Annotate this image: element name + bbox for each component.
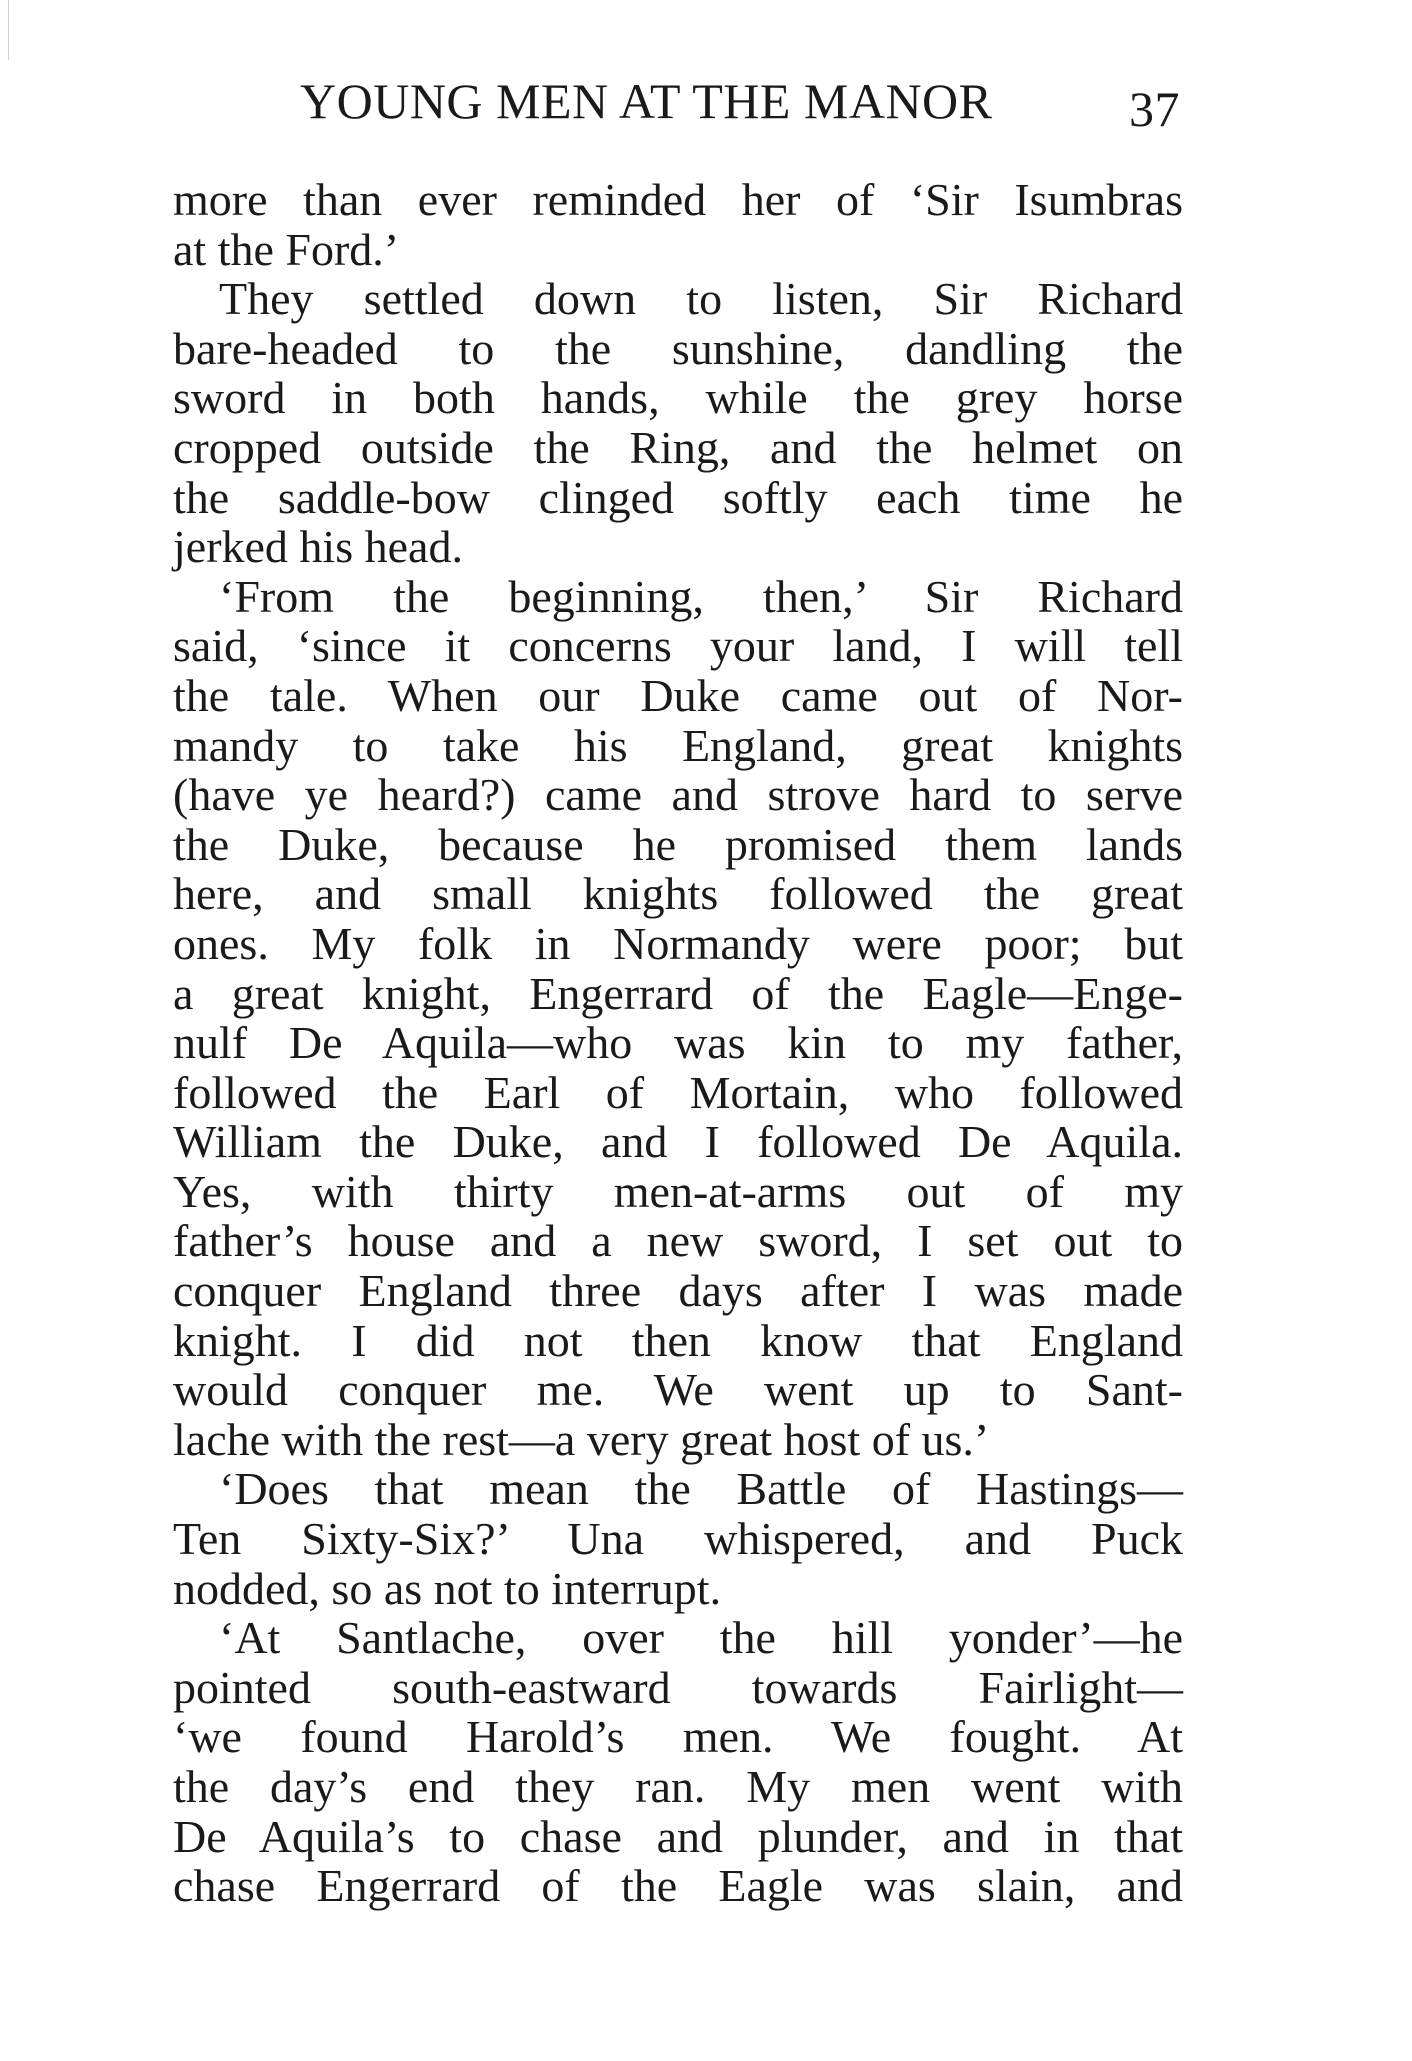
text-line: cropped outside the Ring, and the helmet on bbox=[173, 421, 1183, 473]
text-line: ‘From the beginning, then,’ Sir Richard bbox=[219, 570, 1183, 622]
text-line: bare-headed to the sunshine, dandling the bbox=[173, 322, 1183, 374]
text-line: the day’s end they ran. My men went with bbox=[173, 1761, 1183, 1812]
text-line: said, ‘since it concerns your land, I will tell bbox=[173, 620, 1183, 672]
text-line: jerked his head. bbox=[173, 521, 463, 573]
text-line: sword in both hands, while the grey horse bbox=[173, 372, 1183, 424]
text-line: knight. I did not then know that England bbox=[173, 1314, 1183, 1366]
text-line: father’s house and a new sword, I set out to bbox=[173, 1215, 1183, 1267]
body-text bbox=[173, 175, 1183, 1911]
text-line: ‘At Santlache, over the hill yonder’—he bbox=[219, 1612, 1183, 1664]
text-line: a great knight, Engerrard of the Eagle—Enge- bbox=[173, 967, 1183, 1019]
text-line: pointed south-eastward towards Fairlight— bbox=[173, 1661, 1183, 1713]
text-line: the saddle-bow clinged softly each time he bbox=[173, 471, 1183, 523]
text-line: ‘we found Harold’s men. We fought. At bbox=[173, 1711, 1183, 1763]
text-line: the Duke, because he promised them lands bbox=[173, 818, 1183, 870]
text-line: Ten Sixty-Six?’ Una whispered, and Puck bbox=[173, 1513, 1183, 1565]
text-line: chase Engerrard of the Eagle was slain, and bbox=[173, 1860, 1183, 1912]
page-number: 37 bbox=[1129, 81, 1180, 137]
text-line: nodded, so as not to interrupt. bbox=[173, 1562, 722, 1614]
text-line: at the Ford.’ bbox=[173, 223, 400, 275]
text-line: would conquer me. We went up to Sant- bbox=[173, 1364, 1183, 1416]
margin-mark bbox=[8, 0, 9, 60]
text-line: followed the Earl of Mortain, who followed bbox=[173, 1066, 1183, 1118]
text-line: the tale. When our Duke came out of Nor- bbox=[173, 669, 1183, 721]
text-line: They settled down to listen, Sir Richard bbox=[219, 273, 1183, 325]
text-line: De Aquila’s to chase and plunder, and in that bbox=[173, 1810, 1183, 1862]
text-line: ones. My folk in Normandy were poor; but bbox=[173, 917, 1183, 969]
text-line: William the Duke, and I followed De Aquila. bbox=[173, 1116, 1183, 1168]
text-line: here, and small knights followed the great bbox=[173, 868, 1183, 920]
text-line: (have ye heard?) came and strove hard to serve bbox=[173, 769, 1183, 821]
text-line: more than ever reminded her of ‘Sir Isumbras bbox=[173, 174, 1183, 225]
text-line: nulf De Aquila—who was kin to my father, bbox=[173, 1017, 1183, 1069]
text-line: lache with the rest—a very great host of us.’ bbox=[173, 1413, 990, 1465]
running-head bbox=[300, 72, 1180, 136]
text-line: Yes, with thirty men-at-arms out of my bbox=[173, 1165, 1183, 1217]
running-head-title: YOUNG MEN AT THE MANOR bbox=[300, 73, 993, 129]
text-line: mandy to take his England, great knights bbox=[173, 719, 1183, 771]
text-line: conquer England three days after I was made bbox=[173, 1265, 1183, 1317]
text-line: ‘Does that mean the Battle of Hastings— bbox=[219, 1463, 1183, 1515]
